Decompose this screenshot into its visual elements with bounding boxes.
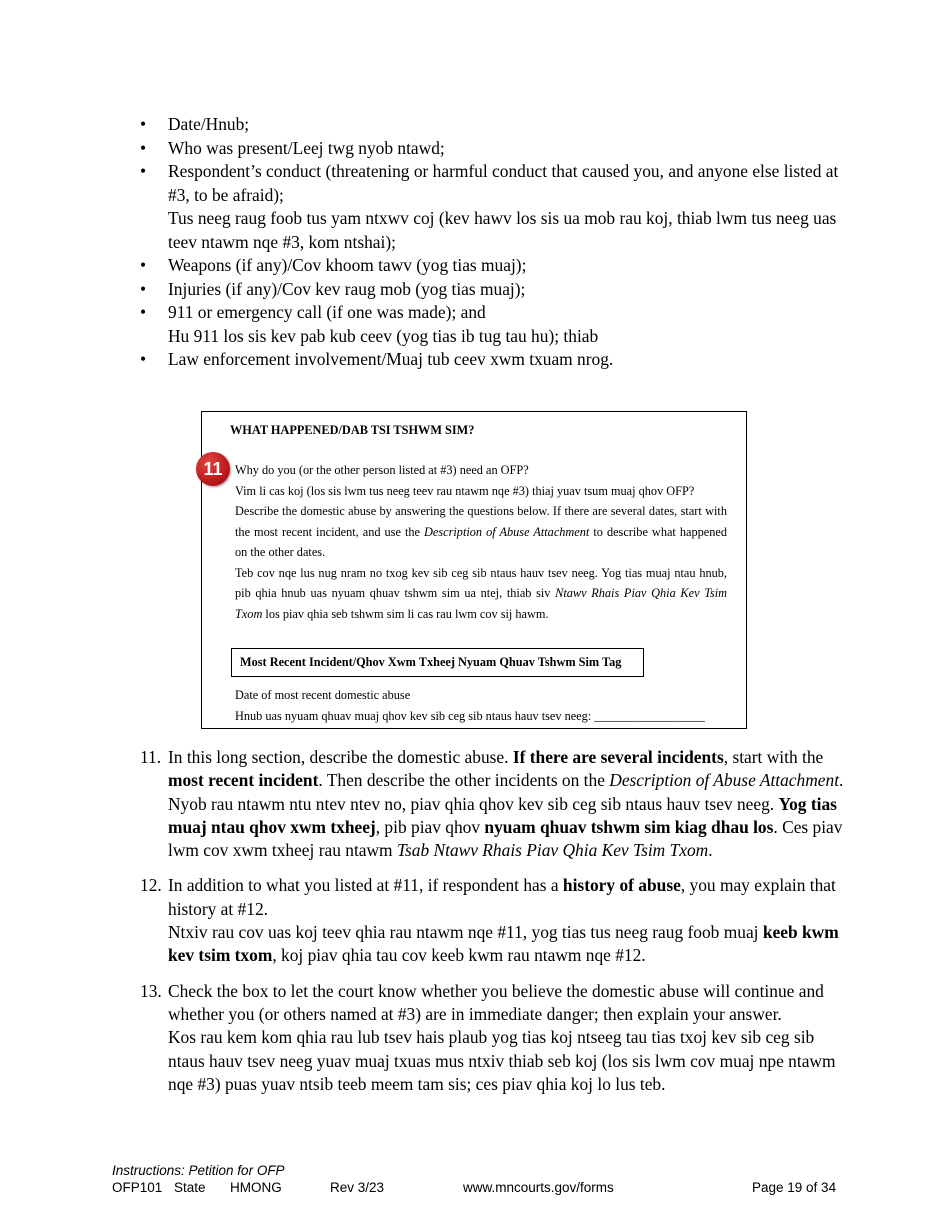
bullet-law-enforcement: • Law enforcement involvement/Muaj tub ceev xwm txuam nrog. xyxy=(140,348,845,372)
footer-state: State xyxy=(174,1180,206,1195)
figure-question-text xyxy=(235,460,727,624)
question-hmong: Vim li cas koj (los sis lwm tus neeg teev rau ntawm nqe #3) thiaj yuav tsum muaj qhov OFP? xyxy=(235,483,695,498)
footer-page-number: Page 19 of 34 xyxy=(752,1180,837,1195)
item-number: 12. xyxy=(140,875,162,896)
instruction-13 xyxy=(140,980,845,1096)
description-english: Describe the domestic abuse by answering the questions below. If there are several dates, start with the most recent incident, and use the Description of Abuse Attachment to describe what happened on the other dates. xyxy=(235,504,727,559)
footer-revision: Rev 3/23 xyxy=(330,1180,385,1195)
instruction-hmong: Nyob rau ntawm ntu ntev ntev no, piav qhia qhov kev sib ceg sib ntaus hauv tsev neeg. Yog tias muaj ntau qhov xwm txheej, pib piav qhov nyuam qhuav tshwm sim kiag dhau los. Ces piav lwm cov xwm txheej rau ntawm Tsab Ntawv Rhais Piav Qhia Kev Tsim Txom. xyxy=(168,793,843,861)
form-excerpt-figure xyxy=(201,411,747,729)
footer-form-code: OFP101 xyxy=(112,1180,163,1195)
item-number: 11. xyxy=(140,747,162,767)
page-footer xyxy=(112,1162,842,1196)
step-number-badge: 11 xyxy=(196,452,230,486)
instruction-english: In this long section, describe the domestic abuse. If there are several incidents, start with the most recent incident. Then describe the other incidents on the Description of Abuse Attachment. xyxy=(168,747,844,791)
footer-website-link[interactable]: www.mncourts.gov/forms xyxy=(463,1180,614,1195)
instruction-11 xyxy=(140,746,845,862)
description-hmong: Teb cov nqe lus nug nram no txog kev sib ceg sib ntaus hauv tsev neeg. Yog tias muaj ntau hnub, pib qhia hnub uas nyuam qhuav tshwm sim ua ntej, thiab siv Ntawv Rhais Piav Qhia Kev Tsim Txom los piav qhia seb tshwm sim li cas rau lwm cov sij hawm. xyxy=(235,565,727,621)
bullet-weapons: • Weapons (if any)/Cov khoom tawv (yog tias muaj); xyxy=(140,254,845,278)
most-recent-incident-box: Most Recent Incident/Qhov Xwm Txheej Nyuam Qhuav Tshwm Sim Tag xyxy=(231,648,644,677)
date-field-text xyxy=(235,685,727,726)
bullet-911-call: • 911 or emergency call (if one was made); and Hu 911 los sis kev pab kub ceev (yog tias ib tug tau hu); thiab xyxy=(140,301,845,348)
footer-meta-row xyxy=(112,1179,842,1196)
bullet-injuries: • Injuries (if any)/Cov kev raug mob (yog tias muaj); xyxy=(140,278,845,302)
figure-heading: WHAT HAPPENED/DAB TSI TSHWM SIM? xyxy=(230,423,475,437)
footer-document-title: Instructions: Petition for OFP xyxy=(112,1163,285,1178)
bullet-who-present: • Who was present/Leej twg nyob ntawd; xyxy=(140,137,845,161)
bullet-translation: Hu 911 los sis kev pab kub ceev (yog tias ib tug tau hu); thiab xyxy=(168,325,599,346)
instruction-english: Check the box to let the court know whether you believe the domestic abuse will continue and whether you (or others named at #3) are in immediate danger; then explain your answer. xyxy=(168,980,824,1024)
bullet-date: • Date/Hnub; xyxy=(140,113,845,137)
numbered-instructions xyxy=(140,746,845,1108)
bullet-translation: Tus neeg raug foob tus yam ntxwv coj (kev hawv los sis ua mob rau koj, thiab lwm tus neeg uas teev ntawm nqe #3, kom ntshai); xyxy=(168,208,837,252)
item-number: 13. xyxy=(140,980,162,1001)
bullet-respondent-conduct: • Respondent’s conduct (threatening or harmful conduct that caused you, and anyone else listed at #3, to be afraid); Tus neeg raug foob tus yam ntxwv coj (kev hawv los sis ua mob rau koj, thiab lwm tus neeg uas teev ntawm nqe #3, kom ntshai); xyxy=(140,160,845,254)
date-label-english: Date of most recent domestic abuse xyxy=(235,688,411,702)
question-english: Why do you (or the other person listed at #3) need an OFP? xyxy=(235,463,529,477)
instruction-12 xyxy=(140,874,845,967)
instruction-hmong: Ntxiv rau cov uas koj teev qhia rau ntawm nqe #11, yog tias tus neeg raug foob muaj keeb kwm kev tsim txom, koj piav qhia tau cov keeb kwm rau ntawm nqe #12. xyxy=(168,922,839,966)
date-label-hmong: Hnub uas nyuam qhuav muaj qhov kev sib ceg sib ntaus hauv tsev neeg: __________________ xyxy=(235,708,705,723)
topic-bullet-list xyxy=(140,113,845,372)
instruction-english: In addition to what you listed at #11, if respondent has a history of abuse, you may explain that history at #12. xyxy=(168,875,836,919)
instruction-hmong: Kos rau kem kom qhia rau lub tsev hais plaub yog tias koj ntseeg tau tias txoj kev sib ceg sib ntaus hauv tsev neeg yuav muaj txuas mus ntxiv thiab seb koj (los sis lwm cov muaj npe ntawm nqe #3) puas yuav ntsib teeb meem tam sis; ces piav qhia koj lo lus teb. xyxy=(168,1027,836,1094)
footer-language: HMONG xyxy=(230,1180,282,1195)
